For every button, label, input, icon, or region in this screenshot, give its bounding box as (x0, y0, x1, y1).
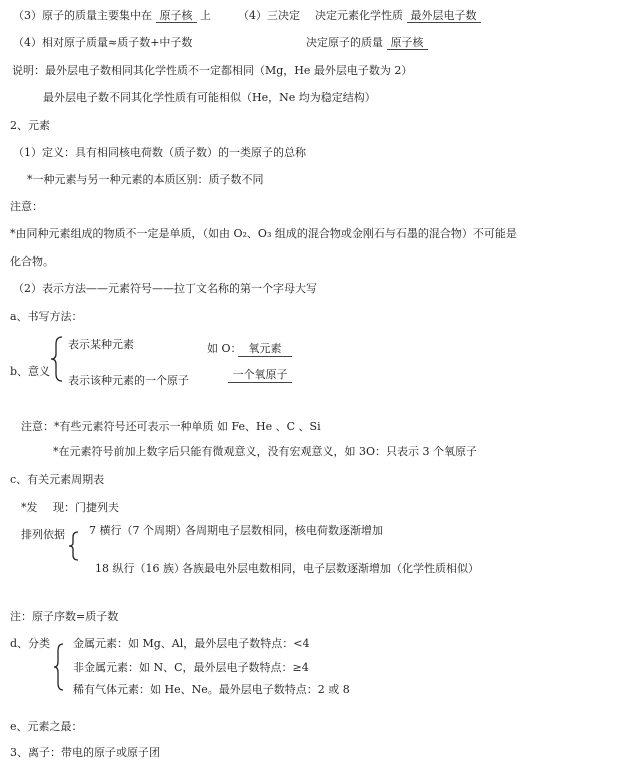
note-number-prefix: *在元素符号前加上数字后只能有微观意义，没有宏观意义，如 3O：只表示 3 个氧原子 (53, 445, 478, 458)
brace-icon (50, 336, 64, 382)
relative-atomic-mass: （4）相对原子质量≈质子数+中子数 (13, 36, 193, 49)
note-continuation: 化合物。 (10, 255, 54, 268)
periods-description: 各周期电子层数相同，核电荷数逐渐增加 (185, 524, 383, 537)
answer-nucleus: 原子核 (156, 9, 197, 23)
noble-gas-elements: 稀有气体元素：如 He、Ne。最外层电子数特点：2 或 8 (73, 683, 350, 696)
text: 决定原子的质量 (306, 36, 383, 49)
answer-nucleus-2: 原子核 (387, 36, 428, 50)
metal-elements: 金属元素：如 Mg、Al，最外层电子数特点：<4 (73, 637, 310, 650)
groups-description: 各族最电外层电数相同，电子层数逐渐增加（化学性质相似） (182, 562, 479, 575)
periods-label: 7 横行（7 个周期） (89, 524, 187, 537)
three-determinations: （4）三决定 (238, 9, 300, 22)
element-superlatives: e、元素之最： (10, 720, 83, 733)
discoverer: 现：门捷列夫 (53, 501, 119, 514)
text: 上 (200, 9, 211, 22)
nonmetal-elements: 非金属元素：如 N、C，最外层电子数特点：≥4 (73, 661, 309, 674)
atomic-number-note: 注：原子序数=质子数 (10, 610, 119, 623)
meaning-atom: 表示该种元素的一个原子 (68, 374, 189, 387)
essential-difference: *一种元素与另一种元素的本质区别：质子数不同 (27, 173, 264, 186)
line-mass-concentration (13, 9, 211, 23)
definition: （1）定义：具有相同核电荷数（质子数）的一类原子的总称 (13, 146, 306, 159)
text: （3）原子的质量主要集中在 (13, 9, 152, 22)
answer-oxygen-element: 氧元素 (238, 342, 292, 357)
text: 决定元素化学性质 (315, 9, 403, 22)
answer-oxygen-atom: 一个氧原子 (228, 368, 292, 383)
meaning-element: 表示某种元素 (68, 338, 134, 351)
note-single-substance: *由同种元素组成的物质不一定是单质，（如由 O₂、O₃ 组成的混合物或金刚石与石墨的混合物）不可能是 (10, 227, 517, 240)
explanation-1: 说明：最外层电子数相同其化学性质不一定都相同（Mg，He 最外层电子数为 2） (12, 64, 413, 77)
discovery-label: *发 (21, 501, 38, 514)
arrangement-basis: 排列依据 (21, 528, 65, 541)
brace-icon (68, 531, 80, 561)
line-determines-mass (306, 36, 428, 50)
writing-method: a、书写方法： (10, 310, 83, 323)
classification-label: d、分类 (10, 637, 51, 650)
representation-method: （2）表示方法——元素符号——拉丁文名称的第一个字母大写 (13, 282, 317, 295)
meaning-label: b、意义 (10, 365, 51, 378)
section-ion-heading: 3、离子：带电的原子或原子团 (10, 746, 160, 759)
brace-icon (53, 643, 65, 691)
periodic-table-heading: c、有关元素周期表 (10, 473, 105, 486)
answer-outer-electrons: 最外层电子数 (407, 9, 481, 23)
groups-label: 18 纵行（16 族） (95, 562, 185, 575)
section-element-heading: 2、元素 (10, 119, 50, 132)
example-label: 如 O： (207, 342, 242, 355)
explanation-2: 最外层电子数不同其化学性质有可能相似（He，Ne 均为稳定结构） (43, 91, 376, 104)
line-determines-chemical-property (315, 9, 481, 23)
note-heading: 注意： (10, 200, 43, 213)
note-symbol-substance: 注意：*有些元素符号还可表示一种单质 如 Fe、He 、C 、Si (21, 420, 321, 433)
